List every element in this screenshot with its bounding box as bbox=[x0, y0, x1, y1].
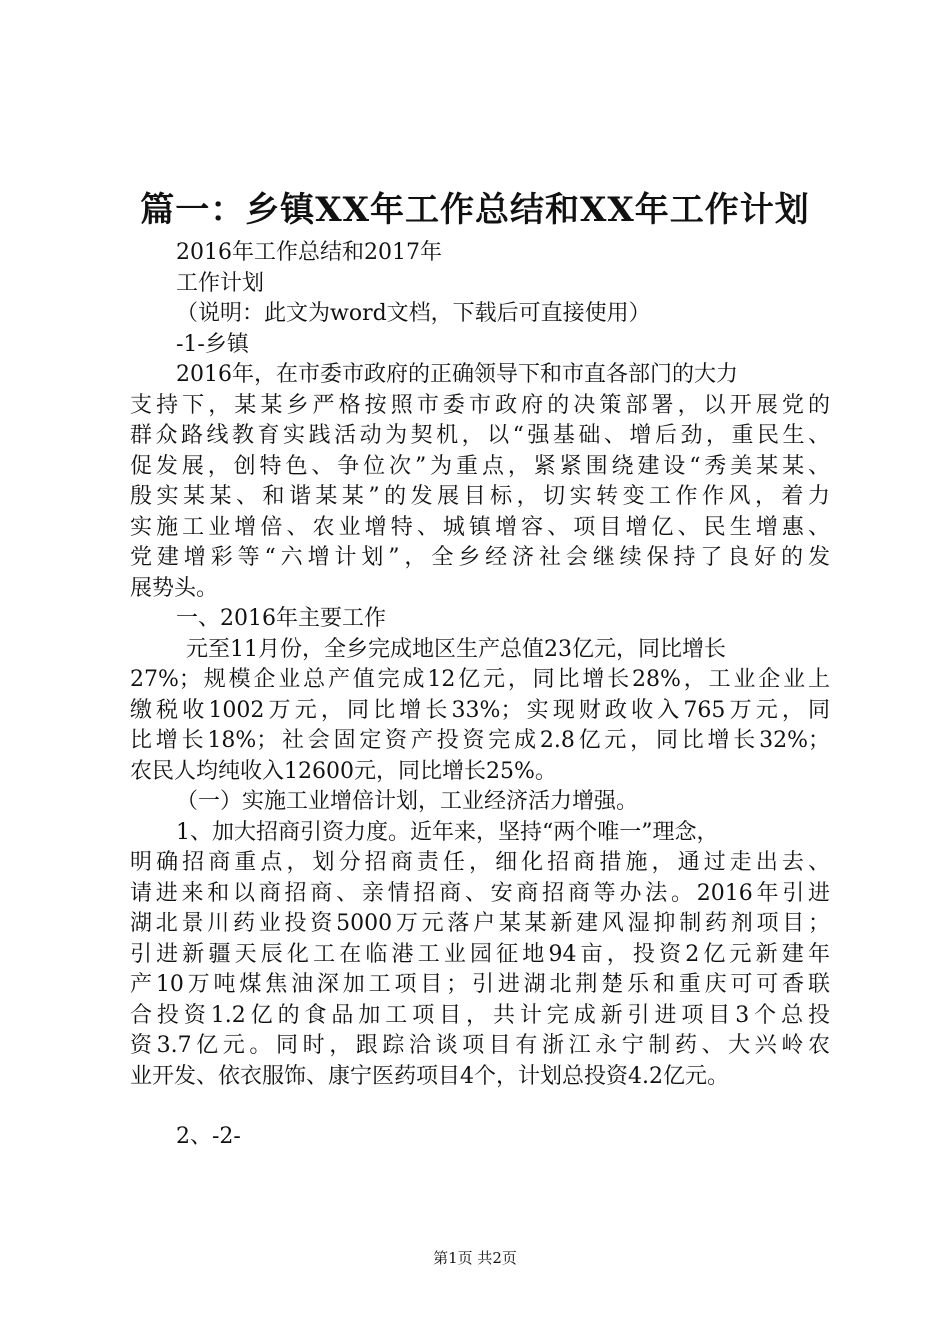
text-line: 促发展，创特色、争位次”为重点，紧紧围绕建设“秀美某某、 bbox=[130, 453, 830, 479]
text-line: 展势头。 bbox=[130, 575, 219, 601]
text-line: 合投资1.2亿的食品加工项目，共计完成新引进项目3个总投 bbox=[130, 1002, 830, 1028]
text-line: 群众路线教育实践活动为契机，以“强基础、增后劲，重民生、 bbox=[130, 423, 830, 448]
subsection-heading: （一）实施工业增倍计划，工业经济活力增强。 bbox=[176, 789, 639, 814]
text-line: 1、加大招商引资力度。近年来，坚持“两个唯一”理念， bbox=[176, 819, 719, 845]
text-line: -1-乡镇 bbox=[176, 331, 249, 357]
text-line: 殷实某某、和谐某某”的发展目标，切实转变工作作风，着力 bbox=[130, 484, 830, 509]
text-line: 资3.7亿元。同时，跟踪洽谈项目有浙江永宁制药、大兴岭农 bbox=[130, 1033, 830, 1058]
section-heading: 一、2016年主要工作 bbox=[176, 606, 386, 631]
document-title: 篇一：乡镇XX年工作总结和XX年工作计划 bbox=[140, 190, 810, 230]
text-line: （说明：此文为word文档，下载后可直接使用） bbox=[176, 301, 651, 326]
text-line: 农民人均纯收入12600元，同比增长25%。 bbox=[130, 758, 557, 784]
text-line: 湖北景川药业投资5000万元落户某某新建风湿抑制药剂项目； bbox=[130, 911, 830, 936]
text-line: 党建增彩等“六增计划”，全乡经济社会继续保持了良好的发 bbox=[130, 545, 830, 570]
text-line: 2、-2- bbox=[176, 1124, 241, 1149]
document-body bbox=[130, 238, 830, 1153]
text-line: 实施工业增倍、农业增特、城镇增容、项目增亿、民生增惠、 bbox=[130, 514, 830, 540]
text-line: 工作计划 bbox=[176, 270, 265, 296]
text-line: 元至11月份，全乡完成地区生产总值23亿元，同比增长 bbox=[186, 636, 726, 662]
text-line: 支持下，某某乡严格按照市委市政府的决策部署，以开展党的 bbox=[130, 392, 830, 418]
text-line: 请进来和以商招商、亲情招商、安商招商等办法。2016年引进 bbox=[130, 880, 830, 906]
text-line: 2016年工作总结和2017年 bbox=[176, 240, 442, 265]
text-line: 27%；规模企业总产值完成12亿元，同比增长28%，工业企业上 bbox=[130, 667, 830, 692]
page-footer: 第1页 共2页 bbox=[433, 1249, 517, 1267]
text-line: 引进新疆天辰化工在临港工业园征地94亩，投资2亿元新建年 bbox=[130, 941, 830, 967]
text-line: 缴税收1002万元，同比增长33%；实现财政收入765万元，同 bbox=[130, 697, 830, 723]
text-line: 比增长18%；社会固定资产投资完成2.8亿元，同比增长32%； bbox=[130, 728, 830, 753]
text-line: 业开发、依衣服饰、康宁医药项目4个，计划总投资4.2亿元。 bbox=[130, 1063, 729, 1089]
text-line: 明确招商重点，划分招商责任，细化招商措施，通过走出去、 bbox=[130, 850, 830, 875]
blank-line bbox=[130, 1092, 830, 1122]
text-line: 2016年，在市委市政府的正确领导下和市直各部门的大力 bbox=[176, 362, 738, 387]
text-line: 产10万吨煤焦油深加工项目；引进湖北荆楚乐和重庆可可香联 bbox=[130, 972, 830, 997]
